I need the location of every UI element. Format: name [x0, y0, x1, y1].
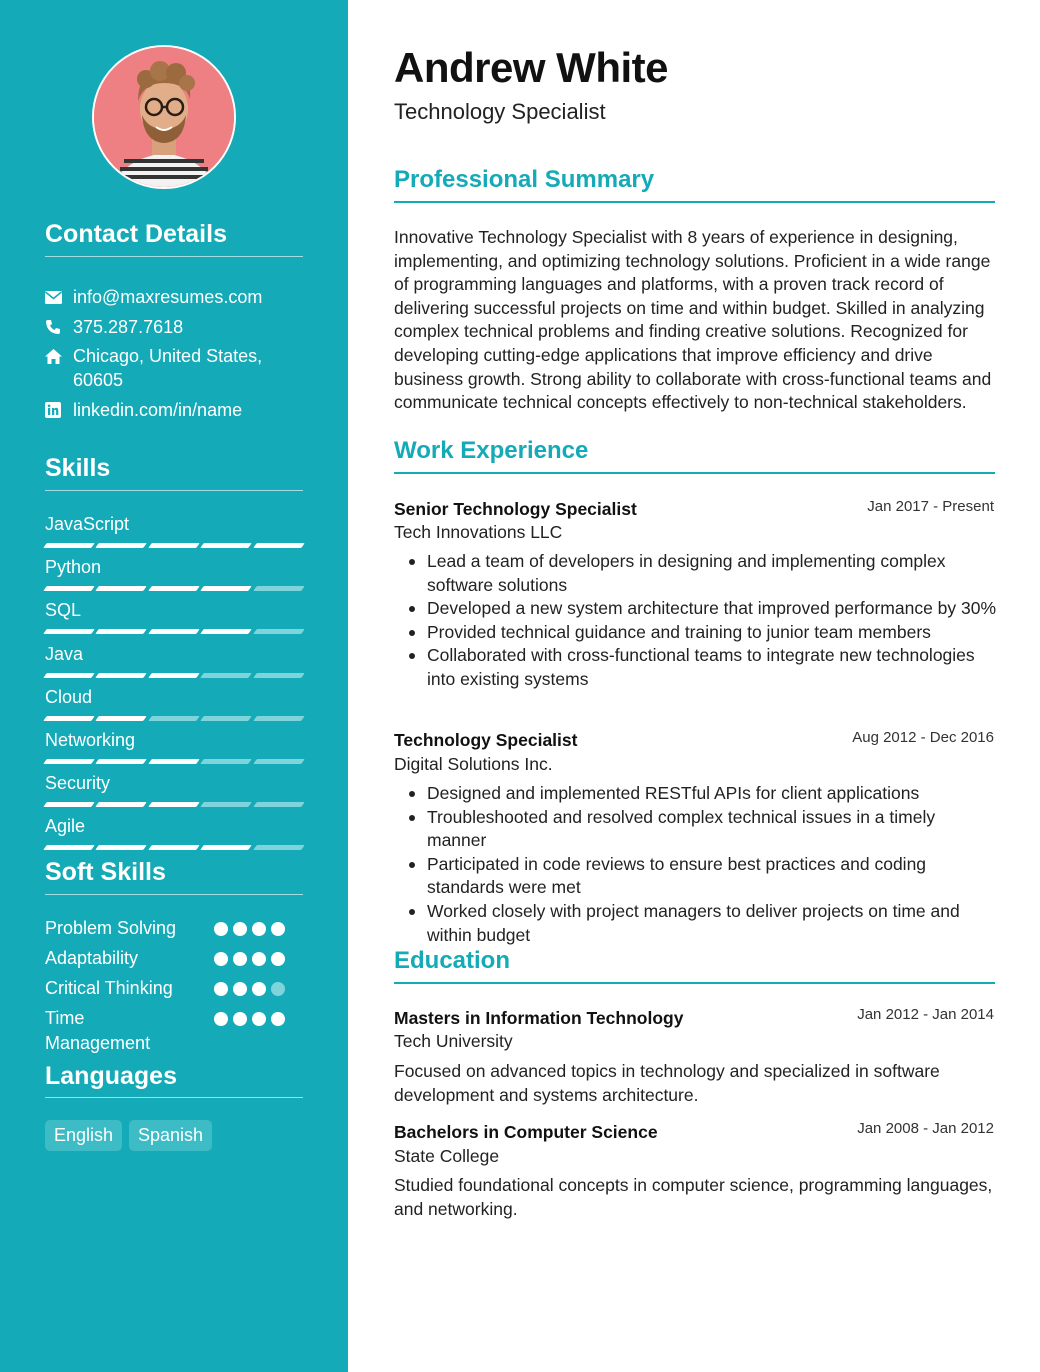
avatar	[92, 45, 236, 189]
skill-level-bar	[45, 759, 303, 764]
skill-level-segment	[200, 802, 252, 807]
skill-level-segment	[253, 845, 305, 850]
skill-level-segment	[253, 629, 305, 634]
rating-dot	[214, 982, 228, 996]
list-item: Collaborated with cross-functional teams to integrate new technologies into existing systems	[408, 644, 998, 691]
contact-phone	[45, 315, 295, 339]
job-title: Senior Technology Specialist	[394, 499, 637, 519]
rating-dot	[233, 952, 247, 966]
home-icon	[45, 344, 73, 368]
list-item: Provided technical guidance and training to junior team members	[408, 621, 998, 645]
skill-level-segment	[148, 629, 200, 634]
skill-level-bar	[45, 845, 303, 850]
skill-level-segment	[253, 759, 305, 764]
rating-dot	[271, 1012, 285, 1026]
contact-divider	[45, 256, 303, 257]
skill-level-segment	[96, 673, 148, 678]
linkedin-icon	[45, 398, 73, 422]
skill-level-segment	[43, 759, 95, 764]
job-title: Technology Specialist	[394, 730, 578, 750]
skill-level-segment	[148, 716, 200, 721]
skill-level-segment	[43, 629, 95, 634]
skill-level-segment	[253, 543, 305, 548]
contact-email-text[interactable]: info@maxresumes.com	[73, 287, 263, 307]
language-tag: English	[45, 1120, 122, 1151]
soft-skill-rating	[214, 922, 285, 936]
skill-level-segment	[43, 716, 95, 721]
skill-level-segment	[253, 802, 305, 807]
soft-skill-name: Adaptability	[45, 948, 139, 968]
skill-level-segment	[253, 673, 305, 678]
work-heading: Work Experience	[394, 437, 589, 464]
skill-name: Agile	[45, 816, 86, 837]
skill-level-segment	[200, 543, 252, 548]
skill-level-segment	[43, 543, 95, 548]
address-line-1: Chicago, United States,	[73, 346, 263, 366]
skill-name: Networking	[45, 730, 136, 750]
skill-level-segment	[148, 543, 200, 548]
skill-level-segment	[43, 845, 95, 850]
rating-dot	[214, 922, 228, 936]
list-item: Troubleshooted and resolved complex technical issues in a timely manner	[408, 806, 998, 853]
degree-date: Jan 2012 - Jan 2014	[857, 1006, 994, 1023]
skill-level-bar	[45, 586, 303, 591]
contact-address	[45, 344, 295, 392]
skill-name: SQL	[45, 600, 82, 621]
degree-description: Focused on advanced topics in technology and specialized in software development and systems architecture.	[394, 1061, 940, 1105]
rating-dot	[214, 952, 228, 966]
contact-linkedin-text[interactable]: linkedin.com/in/name	[73, 400, 243, 420]
candidate-title: Technology Specialist	[394, 99, 606, 124]
summary-text: Innovative Technology Specialist with 8 years of experience in designing, implementing, and optimizing technology solutions. Proficient in a wide range of programming languages and platforms, with a proven track record of delivering successful projects on time and within budget. Skilled in analyzing complex technical problems and finding creative solutions. Recognized for developing cutting-edge applications that improve efficiency and drive business growth. Strong ability to collaborate with cross-functional teams and communicate technical concepts effectively to non-technical stakeholders.	[394, 227, 992, 413]
soft-skill-rating	[214, 1012, 285, 1026]
degree-title: Masters in Information Technology	[394, 1008, 684, 1028]
degree-description: Studied foundational concepts in computer science, programming languages, and networking.	[394, 1175, 993, 1219]
soft-skill-rating	[214, 952, 285, 966]
skill-level-segment	[43, 586, 95, 591]
soft-skill-name-line-1: Time	[45, 1008, 85, 1028]
rating-dot	[252, 1012, 266, 1026]
degree-date: Jan 2008 - Jan 2012	[857, 1120, 994, 1137]
degree-title: Bachelors in Computer Science	[394, 1122, 658, 1142]
soft-skill-name-line-2: Management	[45, 1033, 151, 1053]
rating-dot	[271, 922, 285, 936]
skill-level-segment	[200, 586, 252, 591]
job-date: Aug 2012 - Dec 2016	[852, 729, 994, 746]
list-item: Lead a team of developers in designing and implementing complex software solutions	[408, 550, 998, 597]
skill-level-segment	[253, 586, 305, 591]
soft-skills-heading: Soft Skills	[45, 858, 166, 886]
rating-dot	[252, 952, 266, 966]
rating-dot	[252, 982, 266, 996]
rating-dot	[233, 922, 247, 936]
school-name: Tech University	[394, 1031, 513, 1051]
skill-level-bar	[45, 716, 303, 721]
skill-level-segment	[200, 629, 252, 634]
skill-level-segment	[96, 802, 148, 807]
skill-name: JavaScript	[45, 514, 130, 534]
job-bullets	[408, 782, 998, 947]
contact-heading: Contact Details	[45, 220, 227, 248]
skill-level-segment	[148, 845, 200, 850]
skill-level-segment	[96, 716, 148, 721]
skill-level-segment	[96, 586, 148, 591]
phone-icon	[45, 315, 73, 339]
skill-level-segment	[148, 673, 200, 678]
skill-level-segment	[43, 673, 95, 678]
school-name: State College	[394, 1146, 500, 1166]
skill-level-segment	[200, 673, 252, 678]
rating-dot	[252, 922, 266, 936]
list-item: Designed and implemented RESTful APIs for client applications	[408, 782, 998, 806]
job-company: Tech Innovations LLC	[394, 522, 563, 542]
rating-dot	[233, 982, 247, 996]
rating-dot	[271, 952, 285, 966]
skill-level-segment	[253, 716, 305, 721]
skill-level-segment	[148, 759, 200, 764]
contact-address-text	[73, 344, 262, 392]
contact-email	[45, 285, 295, 309]
rating-dot	[214, 1012, 228, 1026]
skill-level-segment	[200, 716, 252, 721]
skills-heading: Skills	[45, 454, 111, 482]
skill-level-bar	[45, 543, 303, 548]
skill-level-segment	[200, 759, 252, 764]
skill-level-segment	[148, 586, 200, 591]
skill-name: Cloud	[45, 686, 93, 707]
sidebar	[0, 0, 348, 1372]
summary-divider	[394, 201, 995, 203]
education-heading: Education	[394, 947, 511, 974]
skill-name: Security	[45, 773, 111, 794]
list-item: Developed a new system architecture that improved performance by 30%	[408, 597, 998, 621]
contact-linkedin	[45, 398, 295, 422]
job-date: Jan 2017 - Present	[867, 498, 994, 515]
skill-level-segment	[200, 845, 252, 850]
envelope-icon	[45, 285, 73, 309]
job-bullets	[408, 550, 998, 692]
summary-heading: Professional Summary	[394, 166, 655, 193]
rating-dot	[233, 1012, 247, 1026]
skill-level-bar	[45, 673, 303, 678]
education-divider	[394, 982, 995, 984]
skill-level-segment	[43, 802, 95, 807]
soft-skill-name: Problem Solving	[45, 918, 177, 938]
skill-level-bar	[45, 802, 303, 807]
contact-phone-text[interactable]: 375.287.7618	[73, 317, 184, 337]
skill-level-segment	[96, 759, 148, 764]
address-line-2: 60605	[73, 370, 124, 390]
language-tag: Spanish	[129, 1120, 212, 1151]
soft-skill-name	[45, 1006, 150, 1056]
list-item: Worked closely with project managers to deliver projects on time and within budget	[408, 900, 998, 947]
soft-skill-name: Critical Thinking	[45, 978, 173, 998]
skill-level-bar	[45, 629, 303, 634]
rating-dot	[271, 982, 285, 996]
soft-skill-rating	[214, 982, 285, 996]
skill-name: Java	[45, 643, 84, 664]
skill-level-segment	[96, 629, 148, 634]
skill-level-segment	[96, 845, 148, 850]
skill-level-segment	[96, 543, 148, 548]
list-item: Participated in code reviews to ensure best practices and coding standards were met	[408, 853, 998, 900]
languages-heading: Languages	[45, 1062, 177, 1090]
soft-skills-divider	[45, 894, 303, 895]
skill-name: Python	[45, 557, 102, 578]
candidate-name: Andrew White	[394, 44, 668, 91]
languages-divider	[45, 1097, 303, 1098]
job-company: Digital Solutions Inc.	[394, 754, 553, 774]
skill-level-segment	[148, 802, 200, 807]
skills-divider	[45, 490, 303, 491]
work-divider	[394, 472, 995, 474]
